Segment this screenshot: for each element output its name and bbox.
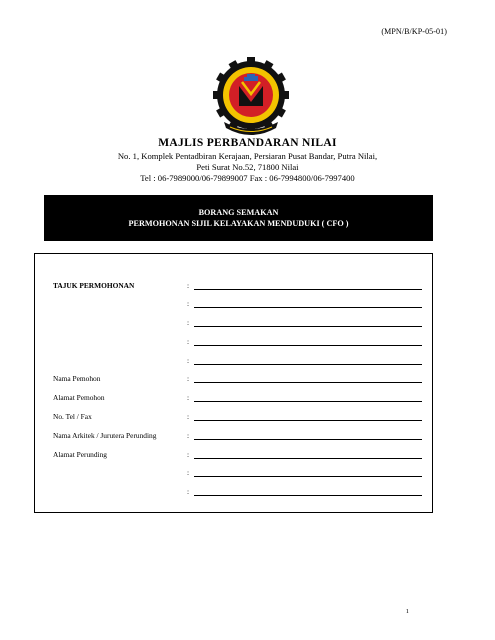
form-label: No. Tel / Fax [53,412,92,421]
form-fill-line[interactable] [194,495,422,496]
form-fill-line[interactable] [194,345,422,346]
page-number: 1 [405,608,409,615]
form-colon: : [187,431,190,440]
form-colon: : [187,337,190,346]
organization-name: MAJLIS PERBANDARAN NILAI [158,137,337,149]
form-fill-line[interactable] [194,439,422,440]
form-row-continuation [53,335,432,349]
form-row-continuation [53,354,432,368]
form-fill-line[interactable] [194,326,422,327]
form-label: Nama Pemohon [53,374,101,383]
application-form-box [34,253,433,513]
form-row-application-title [53,279,432,293]
form-row-applicant-address [53,391,432,405]
form-colon: : [187,356,190,365]
form-colon: : [187,468,190,477]
form-colon: : [187,281,190,290]
form-row-consultant-name [53,429,432,443]
address-line-2: Peti Surat No.52, 71800 Nilai [196,162,299,172]
form-fill-line[interactable] [194,420,422,421]
form-label: Alamat Pemohon [53,393,105,402]
form-title-banner [44,195,433,241]
form-row-continuation [53,316,432,330]
form-colon: : [187,318,190,327]
form-label: Nama Arkitek / Jurutera Perunding [53,431,157,440]
form-label: TAJUK PERMOHONAN [53,281,135,290]
banner-subtitle: PERMOHONAN SIJIL KELAYAKAN MENDUDUKI ( CFO ) [128,219,349,228]
address-line-1: No. 1, Komplek Pentadbiran Kerajaan, Persiaran Pusat Bandar, Putra Nilai, [117,151,378,161]
banner-title: BORANG SEMAKAN [198,208,279,217]
form-row-consultant-address [53,448,432,462]
form-colon: : [187,487,190,496]
form-row-continuation [53,297,432,311]
form-fill-line[interactable] [194,307,422,308]
reference-code: (MPN/B/KP-05-01) [381,27,447,36]
form-row-continuation [53,466,432,480]
form-row-phone-fax [53,410,432,424]
council-crest-logo [206,52,296,142]
form-fill-line[interactable] [194,382,422,383]
form-fill-line[interactable] [194,458,422,459]
form-row-continuation [53,485,432,499]
form-row-applicant-name [53,372,432,386]
form-fill-line[interactable] [194,364,422,365]
form-fill-line[interactable] [194,476,422,477]
form-colon: : [187,299,190,308]
form-fill-line[interactable] [194,401,422,402]
form-colon: : [187,374,190,383]
form-colon: : [187,412,190,421]
form-fill-line[interactable] [194,289,422,290]
form-colon: : [187,450,190,459]
form-colon: : [187,393,190,402]
form-label: Alamat Perunding [53,450,107,459]
contact-line: Tel : 06-7989000/06-79899007 Fax : 06-7994800/06-7997400 [140,173,355,183]
